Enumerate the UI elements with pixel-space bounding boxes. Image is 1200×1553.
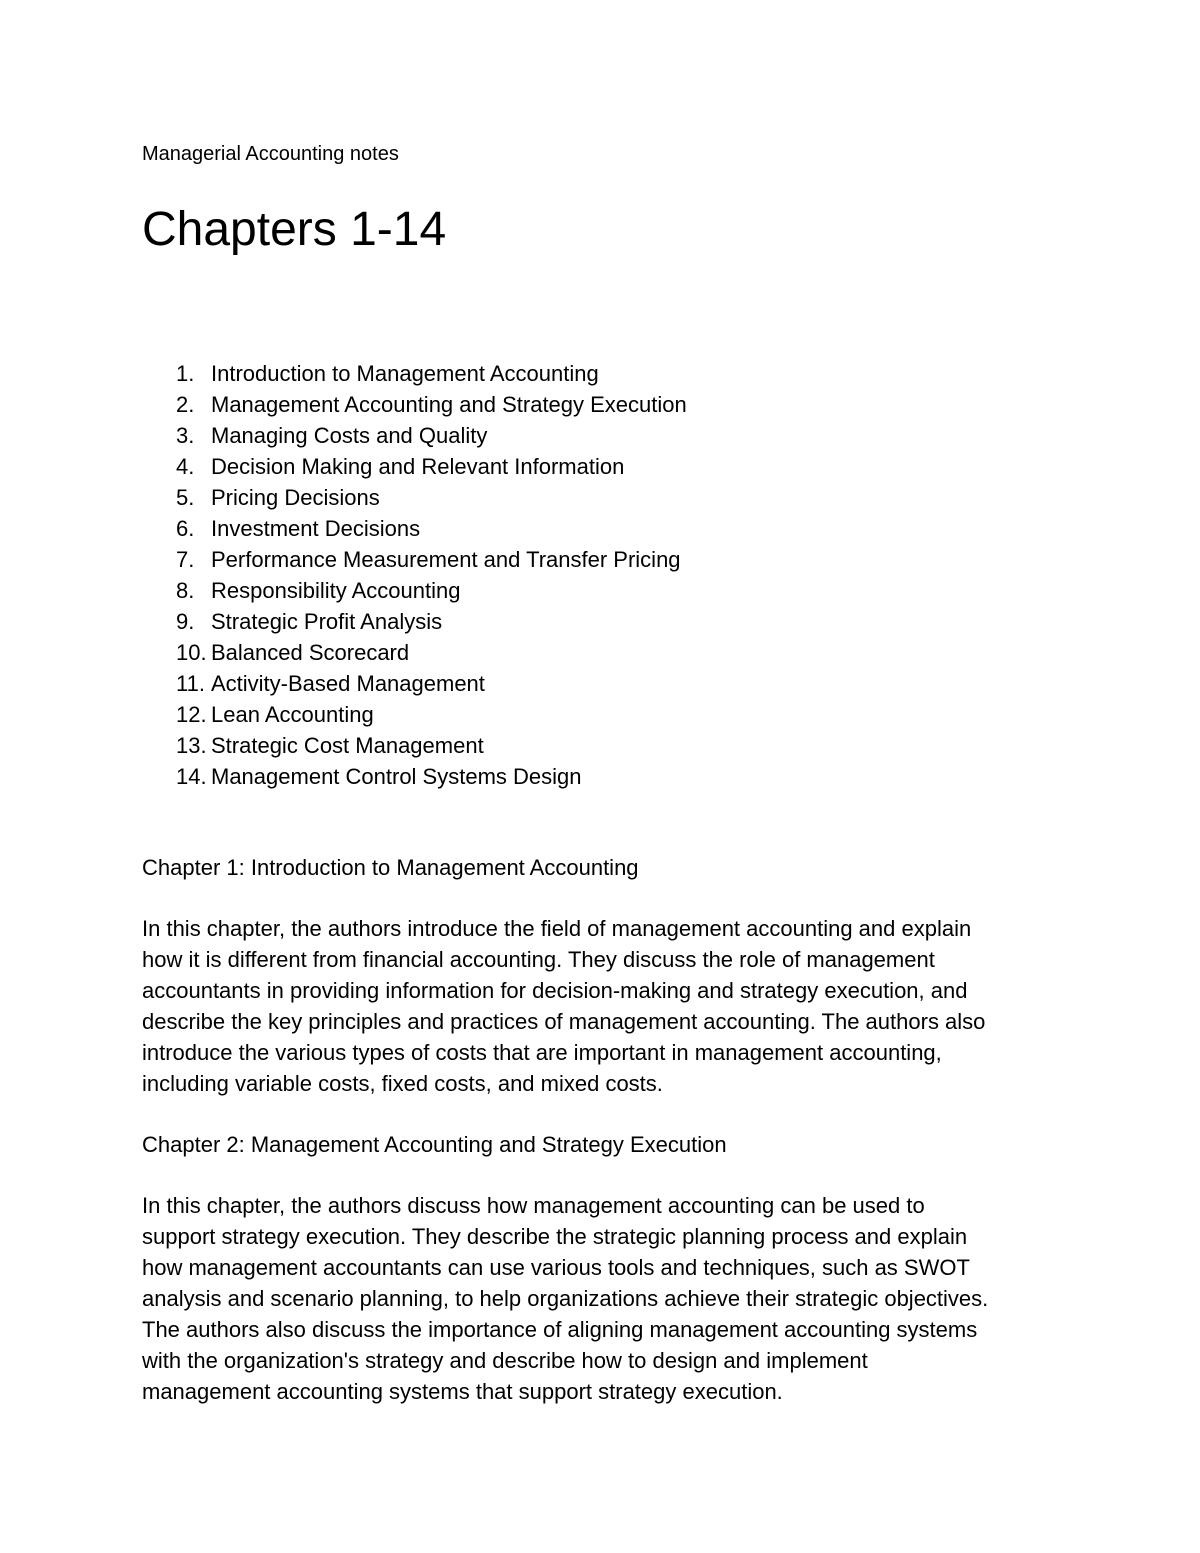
paragraph-line: analysis and scenario planning, to help organizations achieve their strategic objectives. xyxy=(142,1286,989,1311)
paragraph-line: In this chapter, the authors introduce the field of management accounting and explain xyxy=(142,916,972,941)
list-item xyxy=(142,482,687,513)
document-subtitle: Managerial Accounting notes xyxy=(142,143,399,165)
list-item-number: 4. xyxy=(176,454,195,479)
list-item-number: 6. xyxy=(176,516,195,541)
list-item xyxy=(142,761,687,792)
list-item-number: 11. xyxy=(176,671,205,696)
list-item-label: Lean Accounting xyxy=(211,702,374,727)
list-item-label: Decision Making and Relevant Information xyxy=(211,454,625,479)
list-item xyxy=(142,420,687,451)
list-item xyxy=(142,606,687,637)
list-item xyxy=(142,575,687,606)
list-item xyxy=(142,637,687,668)
list-item-number: 3. xyxy=(176,423,195,448)
document-title: Chapters 1-14 xyxy=(142,203,447,256)
list-item-label: Strategic Cost Management xyxy=(211,733,484,758)
paragraph-line: accountants in providing information for decision-making and strategy execution, and xyxy=(142,978,968,1003)
list-item xyxy=(142,389,687,420)
list-item xyxy=(142,668,687,699)
paragraph-line: including variable costs, fixed costs, and mixed costs. xyxy=(142,1071,663,1096)
list-item-label: Strategic Profit Analysis xyxy=(211,609,443,634)
list-item-label: Pricing Decisions xyxy=(211,485,380,510)
list-item-label: Activity-Based Management xyxy=(211,671,485,696)
list-item-number: 13. xyxy=(176,733,207,758)
list-item-label: Investment Decisions xyxy=(211,516,421,541)
chapter-2-paragraph xyxy=(142,1190,1062,1407)
list-item-label: Introduction to Management Accounting xyxy=(211,361,599,386)
chapter-2-heading: Chapter 2: Management Accounting and Strategy Execution xyxy=(142,1132,727,1157)
list-item-number: 2. xyxy=(176,392,195,417)
list-item-number: 12. xyxy=(176,702,207,727)
paragraph-line: management accounting systems that support strategy execution. xyxy=(142,1379,783,1404)
list-item xyxy=(142,358,687,389)
list-item-number: 1. xyxy=(176,361,195,386)
chapter-1-heading: Chapter 1: Introduction to Management Accounting xyxy=(142,855,639,880)
list-item-number: 5. xyxy=(176,485,195,510)
list-item xyxy=(142,451,687,482)
chapter-list xyxy=(142,358,687,792)
list-item-label: Performance Measurement and Transfer Pricing xyxy=(211,547,681,572)
paragraph-line: describe the key principles and practices of management accounting. The authors also xyxy=(142,1009,986,1034)
chapter-1-paragraph xyxy=(142,913,1062,1099)
list-item xyxy=(142,730,687,761)
list-item-label: Balanced Scorecard xyxy=(211,640,410,665)
paragraph-line: support strategy execution. They describe the strategic planning process and explain xyxy=(142,1224,968,1249)
paragraph-line: In this chapter, the authors discuss how management accounting can be used to xyxy=(142,1193,925,1218)
paragraph-line: introduce the various types of costs that are important in management accounting, xyxy=(142,1040,942,1065)
list-item-label: Responsibility Accounting xyxy=(211,578,461,603)
list-item-number: 14. xyxy=(176,764,207,789)
list-item-label: Managing Costs and Quality xyxy=(211,423,488,448)
list-item xyxy=(142,513,687,544)
list-item-number: 7. xyxy=(176,547,195,572)
paragraph-line: how management accountants can use various tools and techniques, such as SWOT xyxy=(142,1255,970,1280)
list-item-label: Management Accounting and Strategy Execution xyxy=(211,392,687,417)
list-item-number: 10. xyxy=(176,640,207,665)
list-item-number: 8. xyxy=(176,578,195,603)
paragraph-line: with the organization's strategy and describe how to design and implement xyxy=(142,1348,868,1373)
list-item xyxy=(142,699,687,730)
list-item xyxy=(142,544,687,575)
paragraph-line: The authors also discuss the importance of aligning management accounting systems xyxy=(142,1317,978,1342)
paragraph-line: how it is different from financial accounting. They discuss the role of management xyxy=(142,947,935,972)
list-item-number: 9. xyxy=(176,609,195,634)
list-item-label: Management Control Systems Design xyxy=(211,764,582,789)
